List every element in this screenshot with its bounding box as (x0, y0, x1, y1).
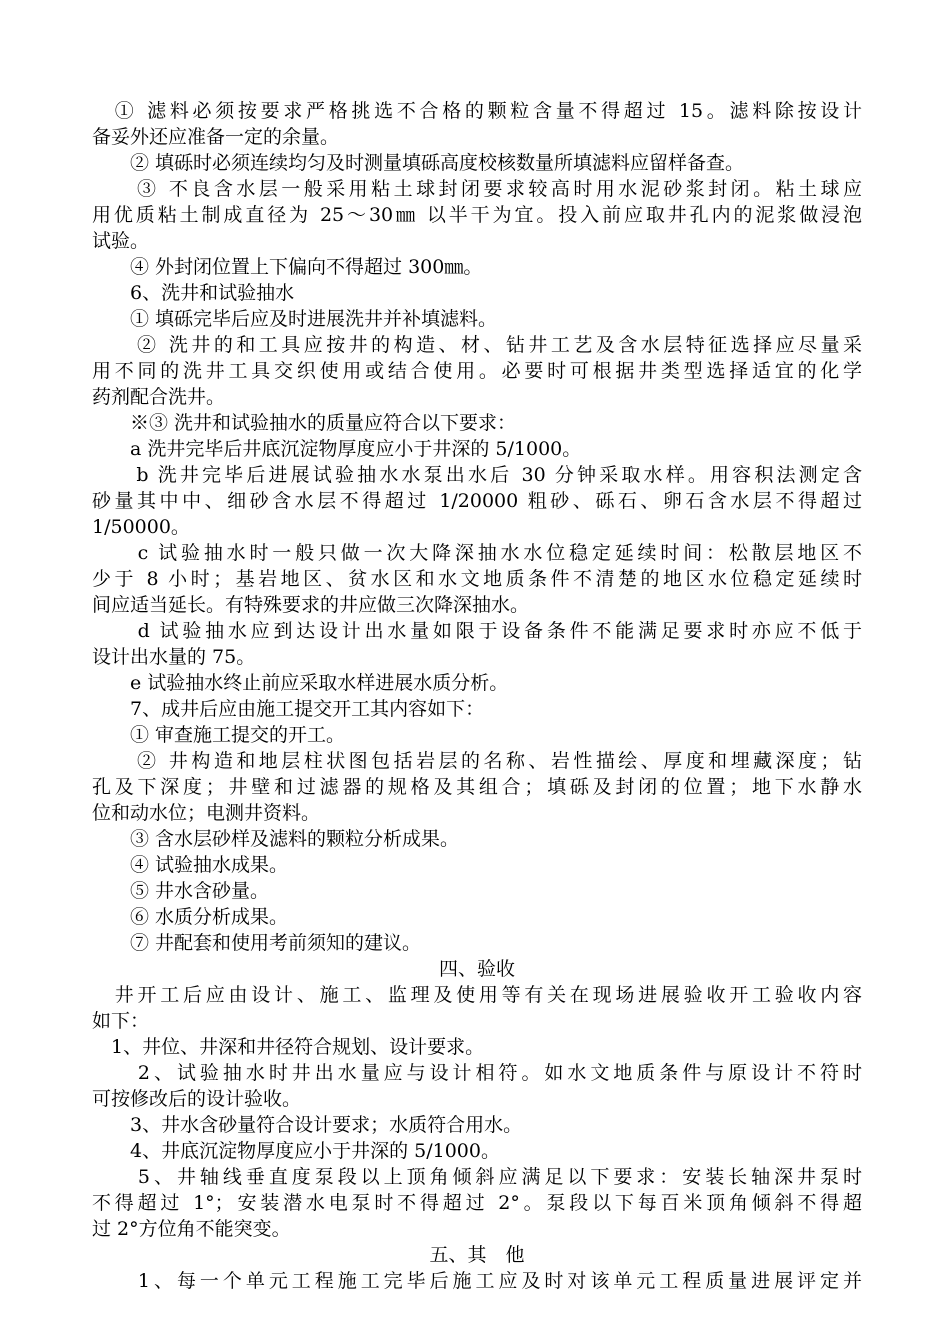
text-line: ① 审查施工提交的开工。 (92, 724, 346, 746)
text-line: e 试验抽水终止前应采取水样进展水质分析。 (92, 672, 509, 694)
text-line: ※③ 洗井和试验抽水的质量应符合以下要求： (92, 412, 517, 434)
text-line: 间应适当延长。有特殊要求的井应做三次降深抽水。 (92, 594, 530, 616)
text-line: d 试验抽水应到达设计出水量如限于设备条件不能满足要求时亦应不低于 (92, 620, 862, 642)
text-line: 3、井水含砂量符合设计要求；水质符合用水。 (92, 1114, 523, 1136)
text-line: ② 填砾时必须连续均匀及时测量填砾高度校核数量所填滤料应留样备查。 (92, 152, 745, 174)
text-line: 如下： (92, 1010, 150, 1032)
text-line: 5、井轴线垂直度泵段以上顶角倾斜应满足以下要求：安装长轴深井泵时 (92, 1166, 862, 1188)
text-line: 位和动水位；电测井资料。 (92, 802, 321, 824)
text-line: 砂量其中中、细砂含水层不得超过 1/20000 粗砂、砾石、卵石含水层不得超过 (92, 490, 862, 512)
text-line: ② 井构造和地层柱状图包括岩层的名称、岩性描绘、厚度和埋藏深度；钻 (92, 750, 862, 772)
text-line: 备妥外还应准备一定的余量。 (92, 126, 340, 148)
section-heading: 7、成井后应由施工提交开工其内容如下： (92, 698, 485, 720)
text-line: 药剂配合洗井。 (92, 386, 226, 408)
text-line: ④ 试验抽水成果。 (92, 854, 289, 876)
text-line: c 试验抽水时一般只做一次大降深抽水水位稳定延续时间：松散层地区不 (92, 542, 862, 564)
text-line: ③ 含水层砂样及滤料的颗粒分析成果。 (92, 828, 460, 850)
text-line: 用优质粘土制成直径为 25～30㎜ 以半干为宜。投入前应取井孔内的泥浆做浸泡 (92, 204, 862, 226)
text-line: b 洗井完毕后进展试验抽水水泵出水后 30 分钟采取水样。用容积法测定含 (92, 464, 862, 486)
chapter-heading: 五、其 他 (429, 1244, 525, 1266)
text-line: 不得超过 1°；安装潜水电泵时不得超过 2°。泵段以下每百米顶角倾斜不得超 (92, 1192, 862, 1214)
text-line: ⑤ 井水含砂量。 (92, 880, 270, 902)
text-line: 试验。 (92, 230, 150, 252)
text-line: 过 2°方位角不能突变。 (92, 1218, 291, 1240)
text-line: 少于 8 小时；基岩地区、贫水区和水文地质条件不清楚的地区水位稳定延续时 (92, 568, 862, 590)
text-line: 1/50000。 (92, 516, 190, 538)
text-line: ① 填砾完毕后应及时进展洗井并补填滤料。 (92, 308, 498, 330)
text-line: 2、试验抽水时井出水量应与设计相符。如水文地质条件与原设计不符时 (92, 1062, 862, 1084)
text-line: 用不同的洗井工具交织使用或结合使用。必要时可根据井类型选择适宜的化学 (92, 360, 862, 382)
text-line: a 洗井完毕后井底沉淀物厚度应小于井深的 5/1000。 (92, 438, 582, 460)
text-line: ① 滤料必须按要求严格挑选不合格的颗粒含量不得超过 15。滤料除按设计 (92, 100, 862, 122)
text-line: 1、每一个单元工程施工完毕后施工应及时对该单元工程质量进展评定并 (92, 1270, 862, 1292)
chapter-heading: 四、验收 (438, 958, 515, 980)
text-line: 可按修改后的设计验收。 (92, 1088, 302, 1110)
text-line: ④ 外封闭位置上下偏向不得超过 300㎜。 (92, 256, 483, 278)
text-line: 井开工后应由设计、施工、监理及使用等有关在现场进展验收开工验收内容 (92, 984, 862, 1006)
section-heading: 6、洗井和试验抽水 (92, 282, 295, 304)
text-line: 设计出水量的 75。 (92, 646, 256, 668)
text-line: ② 洗井的和工具应按井的构造、材、钻井工艺及含水层特征选择应尽量采 (92, 334, 862, 356)
text-line: ③ 不良含水层一般采用粘土球封闭要求较高时用水泥砂浆封闭。粘土球应 (92, 178, 862, 200)
text-line: 孔及下深度；井壁和过滤器的规格及其组合；填砾及封闭的位置；地下水静水 (92, 776, 862, 798)
text-line: ⑥ 水质分析成果。 (92, 906, 289, 928)
text-line: 4、井底沉淀物厚度应小于井深的 5/1000。 (92, 1140, 500, 1162)
text-line: 1、井位、井深和井径符合规划、设计要求。 (92, 1036, 485, 1058)
text-line: ⑦ 井配套和使用考前须知的建议。 (92, 932, 422, 954)
